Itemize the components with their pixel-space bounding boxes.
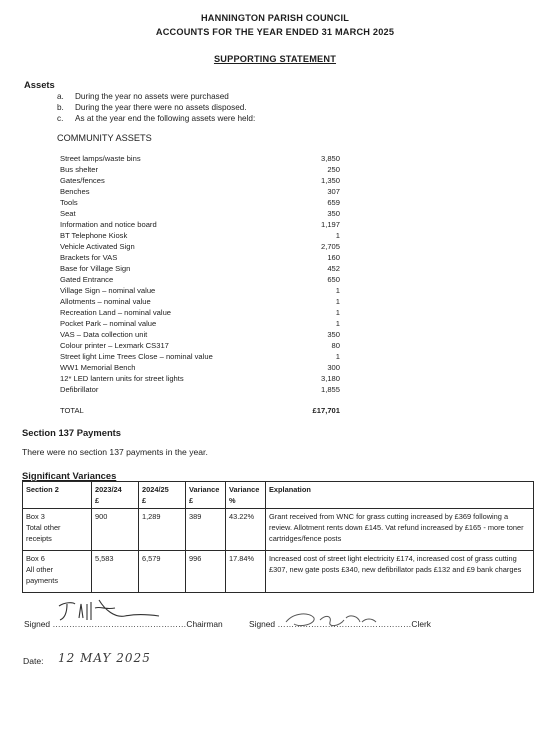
asset-value: 452: [327, 264, 340, 273]
asset-value: 1,855: [320, 385, 340, 394]
asset-row: [60, 198, 340, 209]
table-row: [23, 509, 534, 551]
asset-name: Village Sign – nominal value: [60, 286, 156, 295]
asset-name: Vehicle Activated Sign: [60, 242, 135, 251]
column-header: 2023/24 £: [92, 482, 139, 509]
asset-value: 1: [335, 297, 340, 306]
value-cell: 996: [186, 551, 226, 593]
asset-row: [60, 209, 340, 220]
table-row: [23, 551, 534, 593]
value-cell: 1,289: [139, 509, 186, 551]
community-assets-heading: COMMUNITY ASSETS: [57, 133, 152, 143]
asset-name: VAS – Data collection unit: [60, 330, 148, 339]
asset-row: [60, 341, 340, 352]
asset-name: 12* LED lantern units for street lights: [60, 374, 184, 383]
asset-row: [60, 253, 340, 264]
clerk-signature-line: Signed …………………………………………Clerk: [249, 619, 431, 629]
variances-heading: Significant Variances: [22, 470, 117, 481]
note-letter: c.: [57, 114, 64, 123]
asset-row: [60, 308, 340, 319]
asset-name: Defibrillator: [60, 385, 99, 394]
column-header: 2024/25 £: [139, 482, 186, 509]
asset-value: 350: [327, 330, 340, 339]
column-header: Variance £: [186, 482, 226, 509]
accounts-title: ACCOUNTS FOR THE YEAR ENDED 31 MARCH 2025: [155, 27, 395, 37]
asset-row: [60, 374, 340, 385]
asset-value: 650: [327, 275, 340, 284]
asset-name: Pocket Park – nominal value: [60, 319, 157, 328]
asset-value: 80: [331, 341, 340, 350]
value-cell: 43.22%: [226, 509, 266, 551]
chairman-signature-line: Signed …………………………………………Chairman: [24, 619, 223, 629]
asset-name: Brackets for VAS: [60, 253, 118, 262]
asset-name: Information and notice board: [60, 220, 157, 229]
column-header: Variance %: [226, 482, 266, 509]
asset-value: 350: [327, 209, 340, 218]
total-label: TOTAL: [60, 406, 84, 415]
asset-name: BT Telephone Kiosk: [60, 231, 128, 240]
asset-value: 3,850: [320, 154, 340, 163]
value-cell: 389: [186, 509, 226, 551]
section-cell: Box 3 Total other receipts: [23, 509, 92, 551]
asset-row: [60, 187, 340, 198]
section137-heading: Section 137 Payments: [22, 427, 122, 438]
note-letter: a.: [57, 92, 64, 101]
value-cell: 6,579: [139, 551, 186, 593]
asset-name: Street lamps/waste bins: [60, 154, 141, 163]
value-cell: 900: [92, 509, 139, 551]
value-cell: 5,583: [92, 551, 139, 593]
asset-value: 160: [327, 253, 340, 262]
section-cell: Box 6 All other payments: [23, 551, 92, 593]
asset-name: Recreation Land – nominal value: [60, 308, 172, 317]
asset-name: WW1 Memorial Bench: [60, 363, 136, 372]
asset-row: [60, 319, 340, 330]
column-header: Explanation: [266, 482, 534, 509]
note-text: As at the year end the following assets were held:: [75, 114, 256, 123]
assets-total-row: [60, 406, 340, 417]
asset-value: 1,350: [320, 176, 340, 185]
asset-row: [60, 286, 340, 297]
asset-name: Gates/fences: [60, 176, 105, 185]
asset-name: Tools: [60, 198, 78, 207]
asset-row: [60, 363, 340, 374]
note-letter: b.: [57, 103, 64, 112]
asset-value: 250: [327, 165, 340, 174]
asset-row: [60, 264, 340, 275]
asset-row: [60, 231, 340, 242]
note-text: During the year there were no assets disposed.: [75, 103, 247, 112]
asset-value: 1,197: [320, 220, 340, 229]
asset-value: 3,180: [320, 374, 340, 383]
table-header-row: [23, 482, 534, 509]
asset-row: [60, 154, 340, 165]
asset-name: Seat: [60, 209, 76, 218]
date-label: Date:: [23, 656, 44, 666]
asset-value: 1: [335, 352, 340, 361]
asset-value: 1: [335, 231, 340, 240]
asset-value: 2,705: [320, 242, 340, 251]
asset-name: Benches: [60, 187, 90, 196]
asset-name: Bus shelter: [60, 165, 98, 174]
asset-name: Street light Lime Trees Close – nominal value: [60, 352, 213, 361]
asset-row: [60, 330, 340, 341]
explanation-cell: Increased cost of street light electricity £174, increased cost of grass cutting £307, new gate posts £340, new defibrillator pads £132 and £9 bank charges: [266, 551, 534, 593]
total-value: £17,701: [312, 406, 340, 415]
asset-row: [60, 242, 340, 253]
value-cell: 17.84%: [226, 551, 266, 593]
asset-row: [60, 176, 340, 187]
asset-value: 300: [327, 363, 340, 372]
asset-row: [60, 352, 340, 363]
asset-value: 307: [327, 187, 340, 196]
column-header: Section 2: [23, 482, 92, 509]
asset-name: Allotments – nominal value: [60, 297, 151, 306]
asset-row: [60, 165, 340, 176]
asset-value: 659: [327, 198, 340, 207]
explanation-cell: Grant received from WNC for grass cutting increased by £369 following a review. Allotment rents down £145. Vat refund increased by £165 - more toner cartridges/fence posts: [266, 509, 534, 551]
asset-value: 1: [335, 286, 340, 295]
asset-name: Base for Village Sign: [60, 264, 131, 273]
section137-text: There were no section 137 payments in the year.: [22, 447, 208, 457]
council-title: HANNINGTON PARISH COUNCIL: [200, 13, 350, 23]
asset-row: [60, 297, 340, 308]
asset-row: [60, 275, 340, 286]
variances-table: [22, 481, 534, 593]
supporting-statement-title: SUPPORTING STATEMENT: [213, 54, 337, 64]
assets-heading: Assets: [24, 79, 55, 90]
date-handwritten: 12 MAY 2025: [58, 651, 151, 665]
asset-name: Gated Entrance: [60, 275, 114, 284]
asset-value: 1: [335, 319, 340, 328]
note-text: During the year no assets were purchased: [75, 92, 229, 101]
asset-value: 1: [335, 308, 340, 317]
asset-row: [60, 385, 340, 396]
asset-row: [60, 220, 340, 231]
asset-name: Colour printer – Lexmark CS317: [60, 341, 169, 350]
